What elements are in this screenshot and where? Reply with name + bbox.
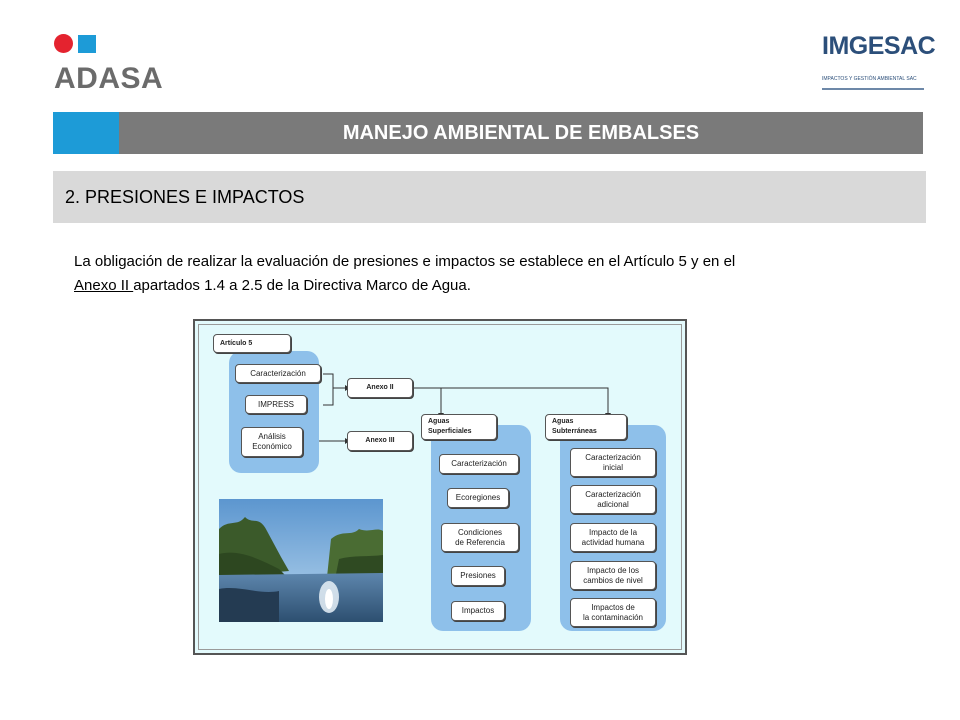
sub-caracterizacion-inicial-box: Caracterización inicial — [570, 448, 656, 477]
analisis-economico-box: Análisis Económico — [241, 427, 303, 457]
anexo-iii-box: Anexo III — [347, 431, 413, 451]
impactos-contaminacion-box: Impactos de la contaminación — [570, 598, 656, 627]
imgesac-wordmark: IMGESAC — [822, 32, 936, 60]
paragraph-text-1: La obligación de realizar la evaluación de presiones e impactos se establece en el Artículo 5 y en el — [74, 253, 736, 270]
sub-caracterizacion-adicional-box: Caracterización adicional — [570, 485, 656, 514]
impactos-box: Impactos — [451, 601, 505, 621]
impacto-actividad-humana-box: Impacto de la actividad humana — [570, 523, 656, 552]
paragraph-text-2: apartados 1.4 a 2.5 de la Directiva Marco de Agua. — [133, 277, 471, 294]
blue-square-shape — [78, 35, 96, 53]
section-header — [53, 171, 926, 223]
section-title: 2. PRESIONES E IMPACTOS — [65, 187, 305, 207]
condiciones-referencia-box: Condiciones de Referencia — [441, 523, 519, 552]
impress-box: IMPRESS — [245, 395, 307, 414]
wfd-diagram — [193, 319, 687, 655]
adasa-logo — [54, 34, 184, 96]
presiones-box: Presiones — [451, 566, 505, 586]
red-dot-shape — [54, 34, 73, 53]
sup-caracterizacion-box: Caracterización — [439, 454, 519, 474]
impacto-cambios-nivel-box: Impacto de los cambios de nivel — [570, 561, 656, 590]
adasa-wordmark: ADASA — [54, 62, 164, 95]
articulo-5-box: Artículo 5 — [213, 334, 291, 353]
imgesac-logo — [822, 32, 936, 94]
intro-paragraph — [74, 250, 924, 298]
title-bar — [53, 112, 923, 154]
title-accent-block — [53, 112, 119, 154]
imgesac-underline — [822, 88, 924, 90]
aguas-subterraneas-box: Aguas Subterráneas — [545, 414, 627, 440]
ecoregiones-box: Ecoregiones — [447, 488, 509, 508]
imgesac-tagline: IMPACTOS Y GESTIÓN AMBIENTAL SAC — [822, 76, 917, 82]
aguas-superficiales-box: Aguas Superficiales — [421, 414, 497, 440]
anexo-ii-link[interactable]: Anexo II — [74, 277, 134, 294]
page-title: MANEJO AMBIENTAL DE EMBALSES — [342, 122, 700, 144]
river-photo — [219, 499, 383, 622]
caracterizacion-box: Caracterización — [235, 364, 321, 383]
anexo-ii-box: Anexo II — [347, 378, 413, 398]
